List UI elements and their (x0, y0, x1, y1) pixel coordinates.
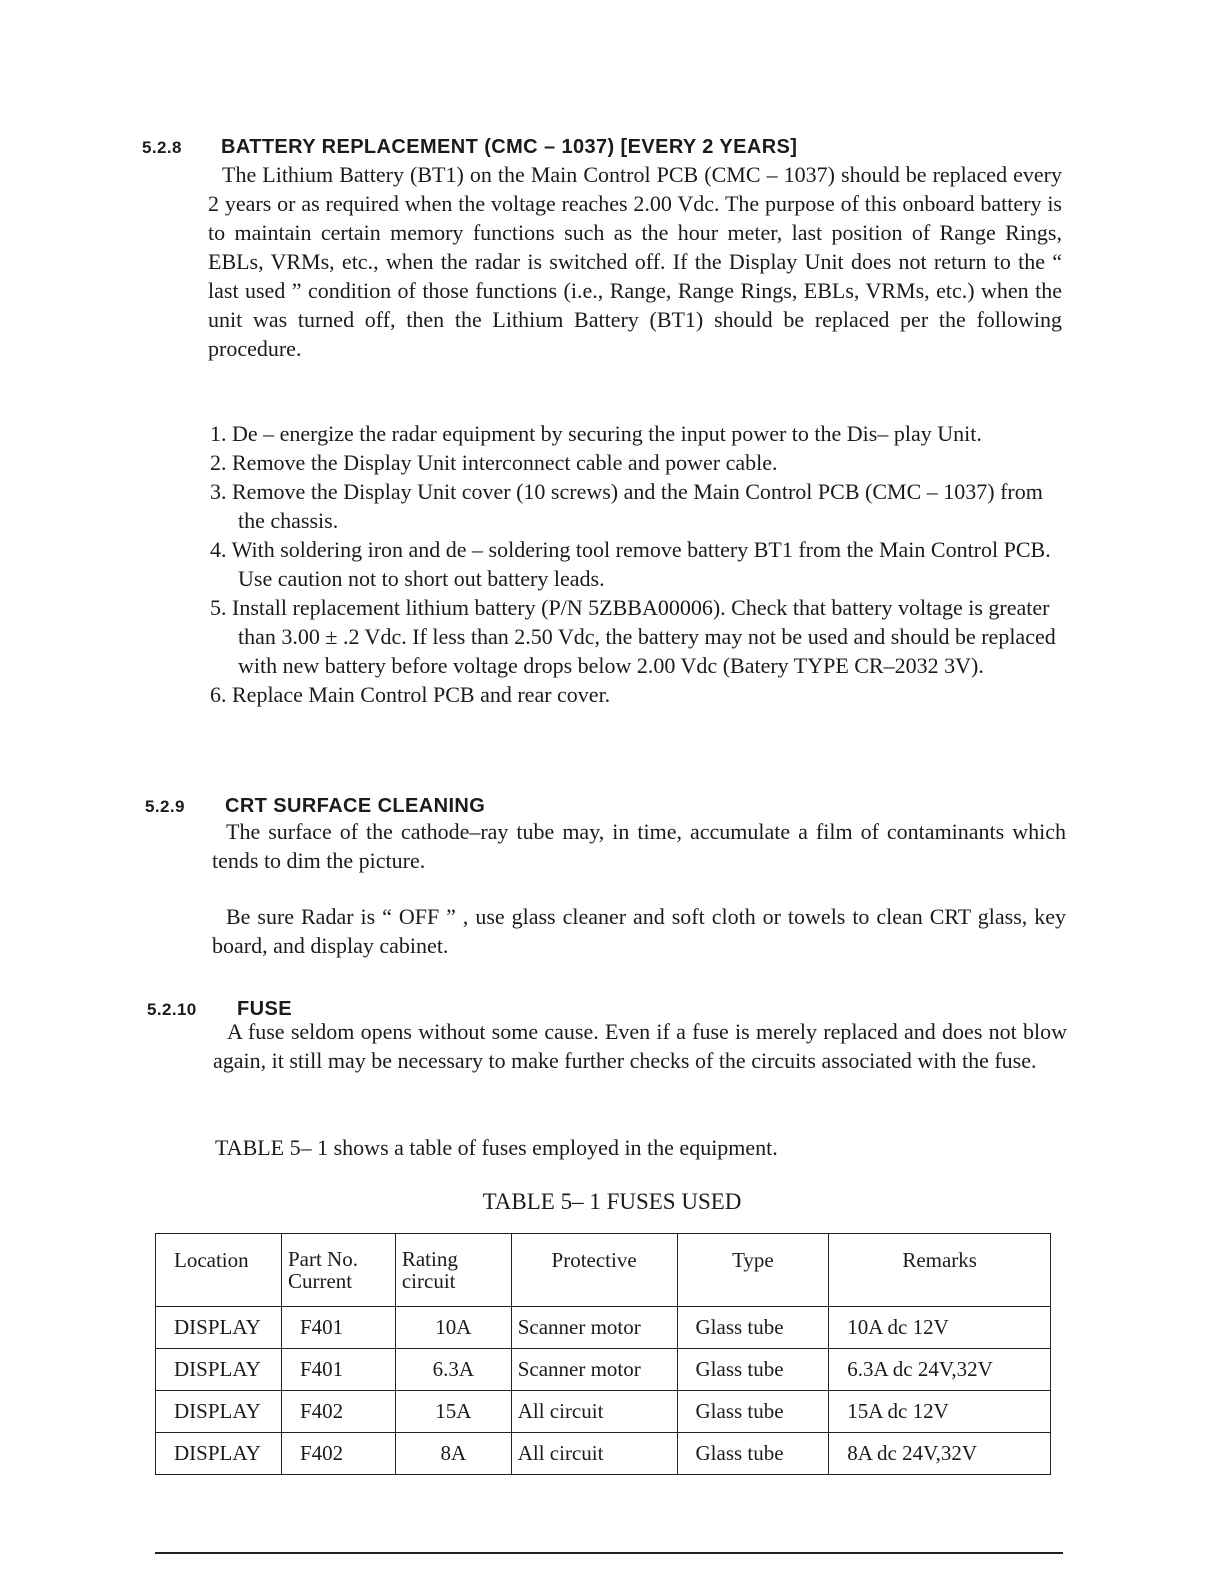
procedure-step: 3. Remove the Display Unit cover (10 screws) and the Main Control PCB (CMC – 1037) from the chassis. (210, 479, 1043, 533)
table-caption: TABLE 5– 1 FUSES USED (482, 1189, 742, 1214)
table-row (156, 1391, 1051, 1433)
procedure-step: 1. De – energize the radar equipment by securing the input power to the Dis– play Unit. (210, 421, 982, 446)
col-header-remarks: Remarks (829, 1234, 1051, 1307)
cell-protective: All circuit (511, 1391, 677, 1433)
fuse-paragraph-2: TABLE 5– 1 shows a table of fuses employed in the equipment. (215, 1135, 778, 1160)
col-header-part-no (281, 1234, 395, 1307)
cell-remarks: 15A dc 12V (829, 1391, 1051, 1433)
col-header-rating-line1: Rating (401, 1247, 458, 1271)
table-row (156, 1349, 1051, 1391)
procedure-step: 5. Install replacement lithium battery (P/N 5ZBBA00006). Check that battery voltage is greater than 3.00 ± .2 Vdc. If less than 2.50 Vdc, the battery may not be used and should be replaced with new battery before voltage drops below 2.00 Vdc (Batery TYPE CR–2032 3V). (210, 595, 1056, 678)
section-title: FUSE (237, 998, 292, 1020)
col-header-part-no-line1: Part No. (287, 1247, 358, 1271)
cell-remarks: 6.3A dc 24V,32V (829, 1349, 1051, 1391)
cell-part-no: F402 (281, 1433, 395, 1475)
section-number: 5.2.8 (142, 138, 182, 157)
crt-cleaning-paragraph-2: Be sure Radar is “ OFF ” , use glass cleaner and soft cloth or towels to clean CRT glass, key board, and display cabinet. (212, 904, 1066, 958)
col-header-rating (395, 1234, 511, 1307)
cell-location: DISPLAY (156, 1307, 282, 1349)
cell-type: Glass tube (677, 1349, 829, 1391)
table-row (156, 1433, 1051, 1475)
col-header-location: Location (156, 1234, 282, 1307)
section-heading-crt-cleaning (145, 795, 485, 818)
section-heading-battery-replacement (142, 136, 797, 159)
table-row (156, 1307, 1051, 1349)
col-header-protective: Protective (511, 1234, 677, 1307)
cell-type: Glass tube (677, 1307, 829, 1349)
cell-protective: Scanner motor (511, 1349, 677, 1391)
cell-location: DISPLAY (156, 1433, 282, 1475)
cell-part-no: F401 (281, 1349, 395, 1391)
cell-rating: 15A (395, 1391, 511, 1433)
section-number: 5.2.9 (145, 797, 185, 816)
fuse-paragraph-1: A fuse seldom opens without some cause. Even if a fuse is merely replaced and does not blow again, it still may be necessary to make further checks of the circuits associated with the fuse. (213, 1019, 1067, 1073)
procedure-step: 2. Remove the Display Unit interconnect cable and power cable. (210, 450, 778, 475)
cell-part-no: F402 (281, 1391, 395, 1433)
cell-remarks: 10A dc 12V (829, 1307, 1051, 1349)
col-header-part-no-line2: Current (287, 1269, 353, 1293)
fuses-table (155, 1233, 1051, 1475)
cell-type: Glass tube (677, 1391, 829, 1433)
cell-location: DISPLAY (156, 1391, 282, 1433)
footer-divider (155, 1552, 1063, 1554)
col-header-rating-line2: circuit (401, 1269, 456, 1293)
section-title: CRT SURFACE CLEANING (225, 795, 486, 817)
cell-protective: Scanner motor (511, 1307, 677, 1349)
cell-remarks: 8A dc 24V,32V (829, 1433, 1051, 1475)
battery-intro-paragraph: The Lithium Battery (BT1) on the Main Control PCB (CMC – 1037) should be replaced every 2 years or as required when the voltage reaches 2.00 Vdc. The purpose of this onboard battery is to maintain certain memory functions such as the hour meter, last position of Range Rings, EBLs, VRMs, etc., when the radar is switched off. If the Display Unit does not return to the “ last used ” condition of those functions (i.e., Range, Range Rings, EBLs, VRMs, etc.) when the unit was turned off, then the Lithium Battery (BT1) should be replaced per the following procedure. (208, 162, 1062, 361)
cell-rating: 10A (395, 1307, 511, 1349)
col-header-type: Type (677, 1234, 829, 1307)
section-number: 5.2.10 (147, 1000, 197, 1019)
section-title: BATTERY REPLACEMENT (CMC – 1037) [EVERY 2 YEARS] (221, 136, 798, 158)
cell-location: DISPLAY (156, 1349, 282, 1391)
crt-cleaning-paragraph-1: The surface of the cathode–ray tube may, in time, accumulate a film of contaminants which tends to dim the picture. (212, 819, 1066, 873)
procedure-step: 6. Replace Main Control PCB and rear cover. (210, 682, 611, 707)
cell-part-no: F401 (281, 1307, 395, 1349)
cell-protective: All circuit (511, 1433, 677, 1475)
table-header-row (156, 1234, 1051, 1307)
cell-type: Glass tube (677, 1433, 829, 1475)
battery-procedure-list (210, 419, 1066, 709)
cell-rating: 8A (395, 1433, 511, 1475)
cell-rating: 6.3A (395, 1349, 511, 1391)
procedure-step: 4. With soldering iron and de – soldering tool remove battery BT1 from the Main Control PCB. Use caution not to short out battery leads. (210, 537, 1051, 591)
